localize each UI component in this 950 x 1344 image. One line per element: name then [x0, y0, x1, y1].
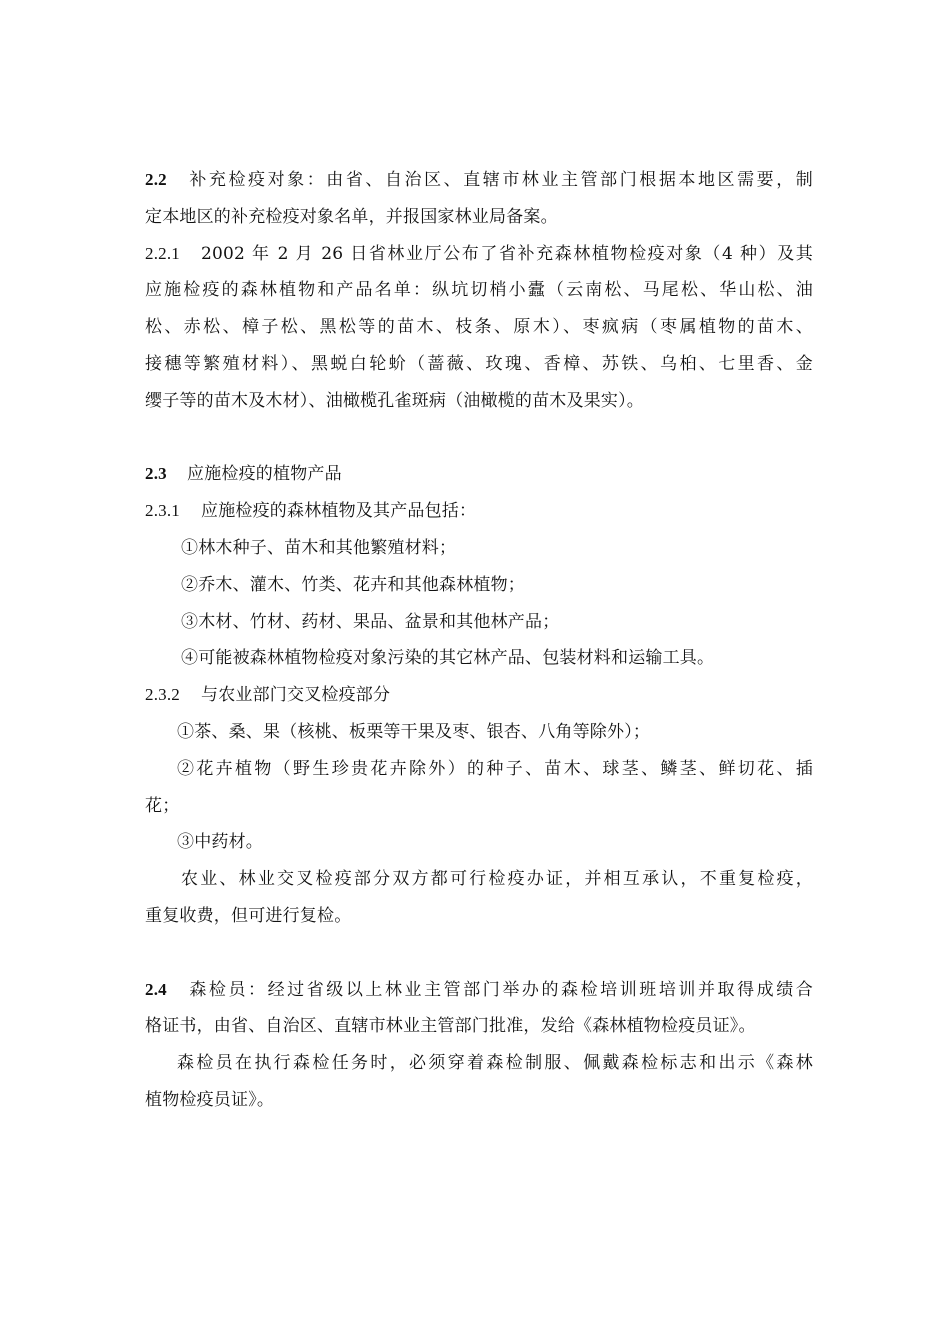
section-number: 2.2.1	[145, 243, 180, 263]
list-item: ①林木种子、苗木和其他繁殖材料；	[181, 537, 457, 558]
note-line-1: 农业、林业交叉检疫部分双方都可行检疫办证，并相互承认，不重复检疫，	[181, 869, 813, 890]
list-item: ③中药材。	[177, 832, 263, 853]
paragraph-gap	[145, 420, 813, 457]
section-number: 2.4	[145, 979, 167, 999]
list-item: ①茶、桑、果（核桃、板栗等干果及枣、银杏、八角等除外）；	[177, 721, 651, 742]
section-2-2-1-line-4: 接穗等繁殖材料）、黑蜕白轮蚧（蔷薇、玫瑰、香樟、苏铁、乌桕、七里香、金	[145, 353, 813, 374]
section-number: 2.3.1	[145, 501, 180, 521]
section-2-4-para2-line-2: 植物检疫员证》。	[145, 1089, 275, 1110]
paragraph-text: 2002 年 2 月 26 日省林业厅公布了省补充森林植物检疫对象（4 种）及其	[201, 243, 813, 264]
list-item: ②乔木、灌木、竹类、花卉和其他森林植物；	[181, 574, 525, 595]
section-2-4-line-1	[145, 972, 813, 1009]
section-number: 2.3.2	[145, 685, 180, 705]
section-2-3-1-heading	[145, 493, 813, 530]
section-number: 2.2	[145, 170, 167, 189]
list-item: ②花卉植物（野生珍贵花卉除外）的种子、苗木、球茎、鳞茎、鲜切花、插	[177, 758, 813, 779]
section-2-3-heading	[145, 456, 813, 493]
note-line-2: 重复收费，但可进行复检。	[145, 905, 352, 926]
section-title: 与农业部门交叉检疫部分	[201, 685, 391, 706]
section-2-2-1-line-2: 应施检疫的森林植物和产品名单：纵坑切梢小蠹（云南松、马尾松、华山松、油	[145, 280, 813, 301]
list-item: ③木材、竹材、药材、果品、盆景和其他林产品；	[181, 611, 560, 632]
list-item-continuation: 花；	[145, 795, 180, 816]
paragraph-gap	[145, 935, 813, 972]
section-number: 2.3	[145, 464, 167, 484]
paragraph-text: 补充检疫对象：由省、自治区、直辖市林业主管部门根据本地区需要，制	[187, 170, 813, 190]
section-2-2-1-line-3: 松、赤松、樟子松、黑松等的苗木、枝条、原木）、枣疯病（枣属植物的苗木、	[145, 317, 813, 338]
section-2-3-2-heading	[145, 677, 813, 714]
document-page	[145, 162, 813, 1119]
section-title: 应施检疫的森林植物及其产品包括：	[201, 501, 477, 522]
section-2-4-line-2: 格证书，由省、自治区、直辖市林业主管部门批准，发给《森林植物检疫员证》。	[145, 1016, 756, 1037]
section-2-2-line-2: 定本地区的补充检疫对象名单，并报国家林业局备案。	[145, 206, 558, 227]
section-2-2-1-line-1	[145, 236, 813, 273]
list-item: ④可能被森林植物检疫对象污染的其它林产品、包装材料和运输工具。	[181, 648, 715, 669]
paragraph-text: 森检员：经过省级以上林业主管部门举办的森检培训班培训并取得成绩合	[187, 979, 813, 1000]
section-2-4-para2-line-1: 森检员在执行森检任务时，必须穿着森检制服、佩戴森检标志和出示《森林	[177, 1053, 813, 1074]
section-2-2-1-line-5: 缨子等的苗木及木材）、油橄榄孔雀斑病（油橄榄的苗木及果实）。	[145, 390, 644, 411]
section-2-2-line-1	[145, 162, 813, 199]
section-title: 应施检疫的植物产品	[187, 464, 342, 485]
